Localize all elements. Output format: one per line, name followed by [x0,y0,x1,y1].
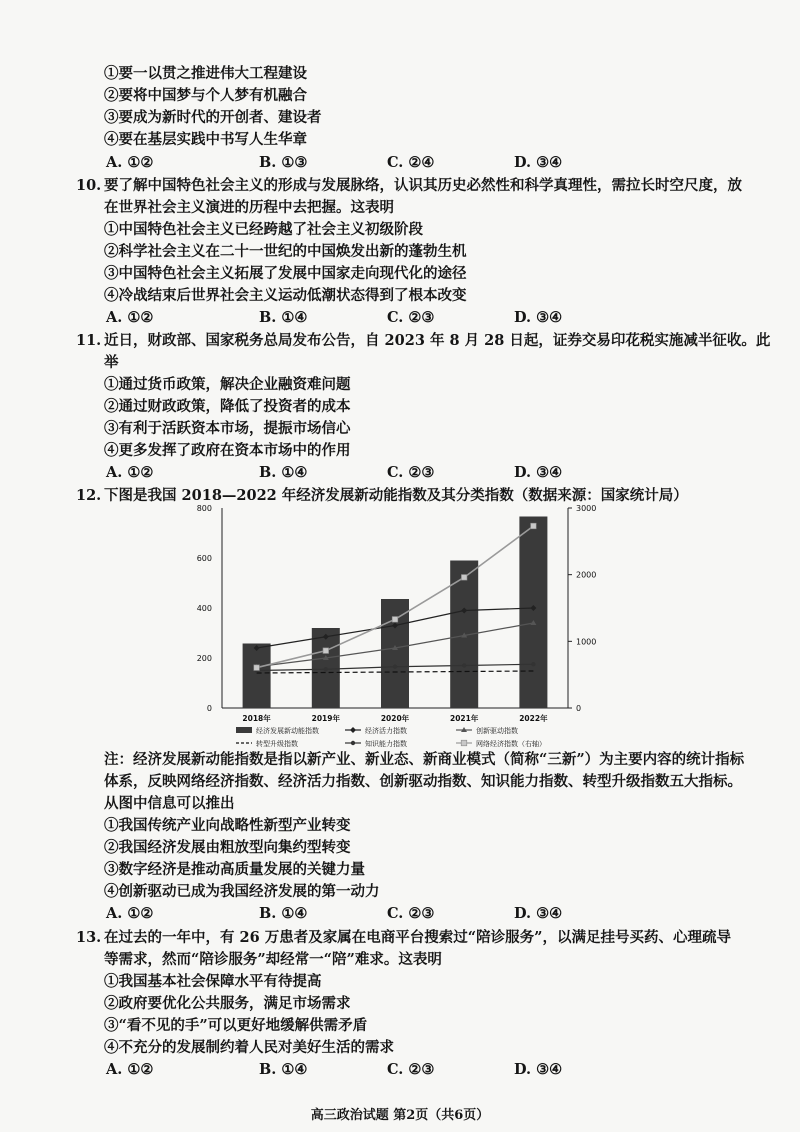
q10-option-b[interactable]: B. ①④ [259,309,308,326]
series-point-3 [462,663,466,667]
legend-label: 经济活力指数 [365,727,407,735]
series-point-4 [392,617,398,623]
q11-option-c[interactable]: C. ②③ [387,464,435,481]
q10-statement-1: ①中国特色社会主义已经跨越了社会主义初级阶段 [104,221,423,238]
q13-option-d[interactable]: D. ③④ [514,1061,563,1078]
q12-stem: 下图是我国 2018—2022 年经济发展新动能指数及其分类指数（数据来源：国家统计局） [104,487,688,504]
legend-label: 网络经济指数（右轴） [476,740,546,748]
q12-statement-1: ①我国传统产业向战略性新型产业转变 [104,817,351,834]
q12-option-c[interactable]: C. ②③ [387,905,435,922]
y-right-tick-label: 3000 [576,504,597,513]
q11-option-d[interactable]: D. ③④ [514,464,563,481]
q9-option-b[interactable]: B. ①③ [259,154,308,171]
q10-option-c[interactable]: C. ②③ [387,309,435,326]
q9-option-a[interactable]: A. ①② [106,154,154,171]
q12-chart [0,500,800,760]
q9-statement-1: ①要一以贯之推进伟大工程建设 [104,65,307,82]
q12-note-3: 从图中信息可以推出 [104,795,235,812]
q11-statement-3: ③有利于活跃资本市场，提振市场信心 [104,420,351,437]
legend-label: 经济发展新动能指数 [256,727,319,735]
legend-swatch-marker [350,727,356,733]
legend-swatch-marker [461,740,467,746]
y-left-tick-label: 600 [196,554,212,563]
x-tick-label: 2020年 [380,714,410,723]
page-footer: 高三政治试题 第2页（共6页） [310,1108,490,1123]
legend-swatch-marker [351,741,355,745]
q11-statement-2: ②通过财政政策，降低了投资者的成本 [104,398,351,415]
q10-number: 10. [76,177,102,194]
q10-statement-4: ④冷战结束后世界社会主义运动低潮状态得到了根本改变 [104,287,467,304]
series-point-4 [461,575,467,581]
q12-statement-2: ②我国经济发展由粗放型向集约型转变 [104,839,351,856]
x-tick-label: 2022年 [519,714,548,723]
q13-option-c[interactable]: C. ②③ [387,1061,435,1078]
y-right-tick-label: 2000 [576,570,597,580]
bar-2020年 [381,599,409,708]
q11-statement-1: ①通过货币政策，解决企业融资难问题 [104,376,351,393]
legend-label: 转型升级指数 [256,740,298,748]
y-right-tick-label: 0 [576,704,582,713]
q12-statement-3: ③数字经济是推动高质量发展的关键力量 [104,861,365,878]
q12-note-1: 注：经济发展新动能指数是指以新产业、新业态、新商业模式（简称“三新”）为主要内容的统计指标 [104,751,745,768]
chart-bars [243,517,548,709]
x-tick-label: 2021年 [450,714,479,723]
q13-number: 13. [76,929,102,946]
series-point-4 [531,523,537,529]
q10-stem-1: 要了解中国特色社会主义的形成与发展脉络，认识其历史必然性和科学真理性，需拉长时空尺度，放 [104,177,742,194]
q12-note-2: 体系，反映网络经济指数、经济活力指数、创新驱动指数、知识能力指数、转型升级指数五大指标。 [104,773,742,790]
q11-option-a[interactable]: A. ①② [106,464,154,481]
y-left-tick-label: 400 [196,604,212,613]
series-point-3 [324,667,328,671]
q12-option-b[interactable]: B. ①④ [259,905,308,922]
q11-stem-1: 近日，财政部、国家税务总局发布公告，自 2023 年 8 月 28 日起，证券交易印花税实施减半征收。此 [104,332,771,349]
bar-2022年 [519,517,547,709]
q13-statement-3: ③“看不见的手”可以更好地缓解供需矛盾 [104,1017,368,1034]
x-tick-label: 2018年 [242,714,271,723]
q9-statement-2: ②要将中国梦与个人梦有机融合 [104,87,307,104]
legend-swatch-bar [236,727,252,733]
q13-stem-1: 在过去的一年中，有 26 万患者及家属在电商平台搜索过“陪诊服务”，以满足挂号买药、心理疏导 [104,929,731,946]
q12-option-a[interactable]: A. ①② [106,905,154,922]
y-left-tick-label: 0 [206,704,212,713]
q9-statement-3: ③要成为新时代的开创者、建设者 [104,109,322,126]
q9-statement-4: ④要在基层实践中书写人生华章 [104,131,307,148]
series-point-3 [393,665,397,669]
q10-statement-2: ②科学社会主义在二十一世纪的中国焕发出新的蓬勃生机 [104,243,467,260]
q11-stem-2: 举 [104,354,119,371]
q10-option-d[interactable]: D. ③④ [514,309,563,326]
y-right-tick-label: 1000 [576,637,597,647]
legend-label: 创新驱动指数 [476,727,518,735]
q13-option-b[interactable]: B. ①④ [259,1061,308,1078]
q13-statement-2: ②政府要优化公共服务，满足市场需求 [104,995,351,1012]
q12-number: 12. [76,487,102,504]
q12-option-d[interactable]: D. ③④ [514,905,563,922]
q10-statement-3: ③中国特色社会主义拓展了发展中国家走向现代化的途径 [104,265,467,282]
bar-2018年 [243,644,271,709]
q13-statement-1: ①我国基本社会保障水平有待提高 [104,973,322,990]
q10-stem-2: 在世界社会主义演进的历程中去把握。这表明 [104,199,394,216]
q13-statement-4: ④不充分的发展制约着人民对美好生活的需求 [104,1039,394,1056]
q9-option-c[interactable]: C. ②④ [387,154,435,171]
x-tick-label: 2019年 [311,714,340,723]
q11-number: 11. [76,332,102,349]
q11-option-b[interactable]: B. ①④ [259,464,308,481]
q10-option-a[interactable]: A. ①② [106,309,154,326]
q9-option-d[interactable]: D. ③④ [514,154,563,171]
y-left-tick-label: 200 [196,654,212,663]
series-point-3 [531,662,535,666]
q13-stem-2: 等需求，然而“陪诊服务”却经常一“陪”难求。这表明 [104,951,442,968]
legend-label: 知识能力指数 [365,740,407,748]
q11-statement-4: ④更多发挥了政府在资本市场中的作用 [104,442,351,459]
q13-option-a[interactable]: A. ①② [106,1061,154,1078]
series-point-4 [323,648,329,654]
y-left-tick-label: 800 [196,504,212,513]
series-point-4 [254,665,260,671]
q12-statement-4: ④创新驱动已成为我国经济发展的第一动力 [104,883,380,900]
chart-legend [236,726,546,748]
